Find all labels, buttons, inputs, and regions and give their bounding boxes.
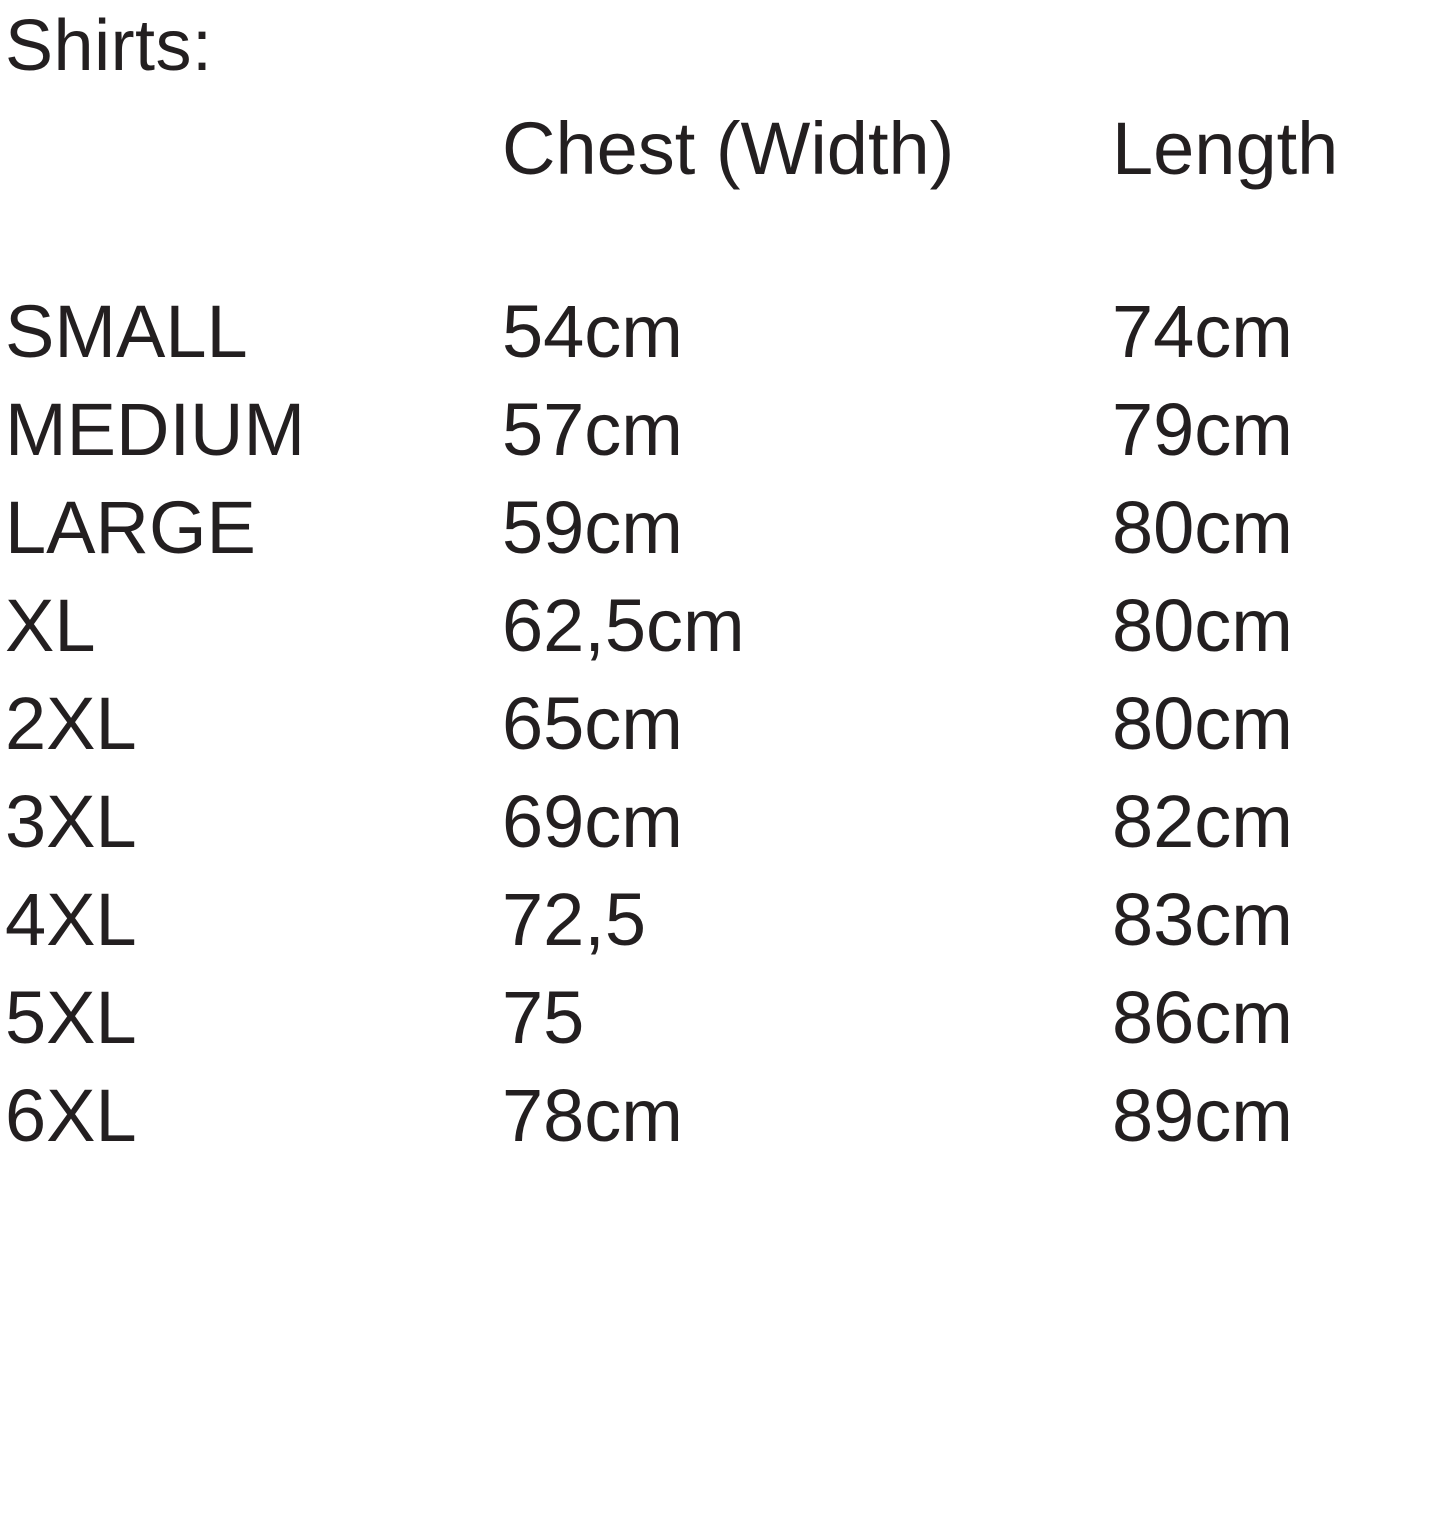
length-cell: 80cm xyxy=(1112,486,1293,569)
chest-cell: 78cm xyxy=(502,1074,683,1157)
size-cell: 5XL xyxy=(5,976,137,1059)
size-chart-table xyxy=(5,100,1445,1165)
length-cell: 80cm xyxy=(1112,682,1293,765)
table-row xyxy=(5,479,1445,577)
size-cell: 3XL xyxy=(5,780,137,863)
size-cell: 6XL xyxy=(5,1074,137,1157)
length-cell: 74cm xyxy=(1112,290,1293,373)
header-chest-column: Chest (Width) xyxy=(502,107,955,190)
chest-cell: 65cm xyxy=(502,682,683,765)
chest-cell: 57cm xyxy=(502,388,683,471)
table-header-row xyxy=(5,100,1445,198)
chest-cell: 72,5 xyxy=(502,878,647,961)
length-cell: 89cm xyxy=(1112,1074,1293,1157)
chest-cell: 54cm xyxy=(502,290,683,373)
table-row xyxy=(5,871,1445,969)
size-cell: MEDIUM xyxy=(5,388,306,471)
table-row xyxy=(5,969,1445,1067)
header-length-column: Length xyxy=(1112,107,1339,190)
size-cell: 2XL xyxy=(5,682,137,765)
length-cell: 86cm xyxy=(1112,976,1293,1059)
chest-cell: 59cm xyxy=(502,486,683,569)
length-cell: 82cm xyxy=(1112,780,1293,863)
header-body-spacer xyxy=(5,198,1445,283)
chest-cell: 62,5cm xyxy=(502,584,745,667)
table-row xyxy=(5,1067,1445,1165)
size-cell: SMALL xyxy=(5,290,248,373)
table-row xyxy=(5,381,1445,479)
chest-cell: 69cm xyxy=(502,780,683,863)
table-row xyxy=(5,675,1445,773)
size-cell: 4XL xyxy=(5,878,137,961)
table-row xyxy=(5,283,1445,381)
size-cell: LARGE xyxy=(5,486,256,569)
table-row xyxy=(5,577,1445,675)
length-cell: 80cm xyxy=(1112,584,1293,667)
chest-cell: 75 xyxy=(502,976,585,1059)
length-cell: 79cm xyxy=(1112,388,1293,471)
page-title: Shirts: xyxy=(5,6,213,86)
size-cell: XL xyxy=(5,584,96,667)
table-row xyxy=(5,773,1445,871)
length-cell: 83cm xyxy=(1112,878,1293,961)
